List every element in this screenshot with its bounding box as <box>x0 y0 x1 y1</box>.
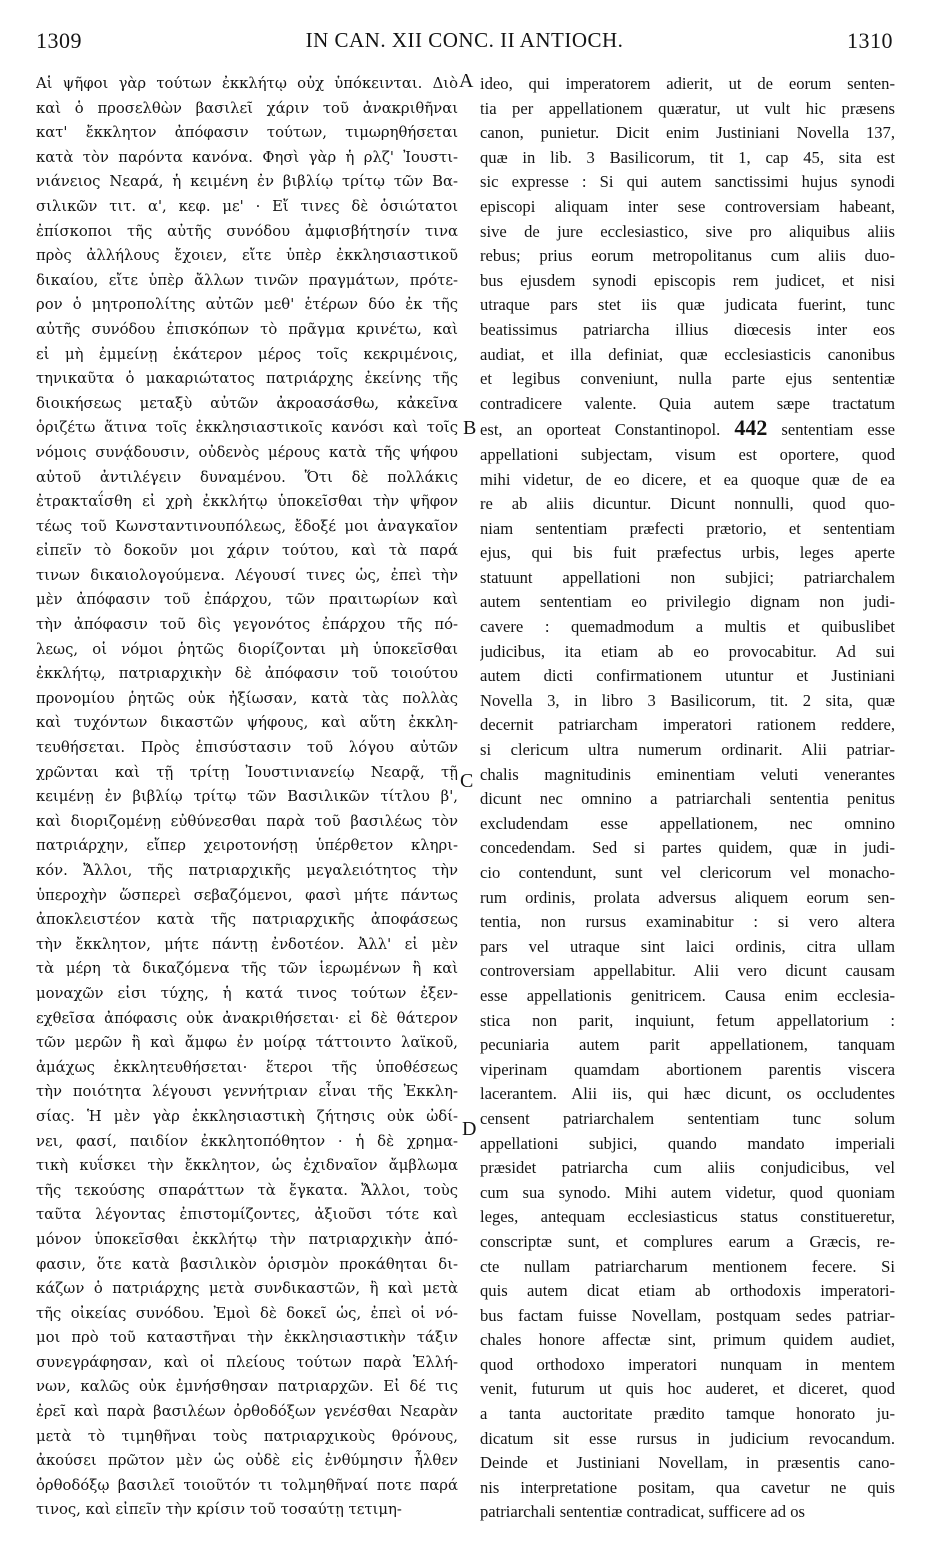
text-line: νιάνειος Νεαρά, ἡ κειμένη ἐν βιβλίῳ τρίτῳ τῶν Βα- <box>36 173 458 191</box>
text-line: εχθεῖσα ἀπόφασις οὐκ ἀνακριθήσεται· εἰ δὲ θάτερον <box>36 1009 458 1027</box>
text-line: cte nullam patriarcharum mentionem fecere. Si <box>480 1256 895 1276</box>
text-line: ἀμάχως ἐκκλητευθήσεται· ἕτεροι τῆς ὑποθέσεως <box>36 1058 458 1076</box>
text-line: audiat, et illa definiat, quæ ecclesiasticis canonibus <box>480 344 895 364</box>
text-line: χρῶνται καὶ τῇ τρίτῃ Ἰουστινιανείῳ Νεαρᾷ, τῇ <box>36 763 458 781</box>
greek-column <box>36 72 458 1523</box>
section-marker-b: B <box>463 417 477 439</box>
text-line: συνεγράφησαν, καὶ οἱ πλείους τούτων παρὰ Ἑλλή- <box>36 1353 458 1371</box>
text-line: a tanta auctoritate prædito tamque honorato ju- <box>480 1404 895 1424</box>
text-line: τινων δικαιολογούμενα. Λέγουσί τινες ὡς, ἐπεὶ τὴν <box>36 566 458 584</box>
text-line: δικαίου, εἴτε ὑπὲρ ἄλλων τινῶν πραγμάτων, πρότε- <box>36 271 458 289</box>
text-line: dicunt nec omnino a patriarchali sententia penitus <box>480 789 895 809</box>
section-marker-c: C <box>460 770 474 792</box>
text-line: ταῦτα λέγοντας ἐπιστομίζοντες, ἀξιοῦσι τότε καὶ <box>36 1206 458 1224</box>
text-line: τῶν μερῶν ἢ καὶ ἄμφω ἐν μοίρᾳ τάττοιντο λαϊκοῦ, <box>36 1034 458 1052</box>
text-line: φασιν, ὅτε κατὰ βασιλικὸν ὁρισμὸν προκάθηται δι- <box>36 1255 458 1273</box>
text-line: αὐτῆς συνόδου ἐπισκόπων τὸ πρᾶγμα κρινέτω, καὶ <box>36 320 458 338</box>
text-line: bus ejusdem synodi episcopis rem judicet, et nisi <box>480 270 895 290</box>
text-line: chales honore affectæ sint, primum quidem audiet, <box>480 1330 895 1350</box>
text-line: venit, futurum ut quis hoc auderet, et diceret, quod <box>480 1379 895 1399</box>
text-line: μοναχῶν εἰσι τύχης, ἡ κατά τινος τούτων ἐξεν- <box>36 984 458 1002</box>
text-line: εἰπεῖν τὸ δοκοῦν μοι χάριν τούτου, καὶ τὰ παρά <box>36 542 458 560</box>
text-line: contradicere valente. Quia autem sæpe tractatum <box>480 393 895 413</box>
text-line: νόμοις συνᾴδουσιν, οὐδενὸς μέρους κατὰ τῆς ψήφου <box>36 443 458 461</box>
text-line: λεως, οἱ νόμοι ῥητῶς διορίζονται μὴ ὑποκεῖσθαι <box>36 640 458 658</box>
text-line: τὴν ἔκκλητον, μήτε πάντῃ ἐνδοτέον. Ἀλλ' εἰ μὲν <box>36 935 458 953</box>
text-line: tentia, non rursus examinabitur : si vero altera <box>480 912 895 932</box>
text-line: τευθήσεται. Πρὸς ἐπισύστασιν τοῦ λόγου αὐτῶν <box>36 739 458 757</box>
text-line: excludendam esse appellationem, nec omnino <box>480 813 895 833</box>
text-line: sive de jure ecclesiastico, sive pro aliquibus aliis <box>480 221 895 241</box>
text-line: viperinam quamdam abortionem parentis viscera <box>480 1059 895 1079</box>
section-marker-d: D <box>462 1118 477 1140</box>
text-line: νει, φασί, παιδίον ἐκκλητοπόθητον · ἡ δὲ χρημα- <box>36 1132 458 1150</box>
text-line: ἐρεῖ καὶ παρὰ βασιλέων ὀρθοδόξων γενέσθαι Νεαρὰν <box>36 1403 458 1421</box>
text-line: controversiam appellabitur. Alii vero dicunt causam <box>480 961 895 981</box>
text-line: τῆς τεκούσης σπαράττων τὰ ἔγκατα. Ἄλλοι, τοὺς <box>36 1181 458 1199</box>
text-line: ejus, qui bis fuit præfectus urbis, leges aperte <box>480 543 895 563</box>
text-line: episcopi aliquam inter sese controversiam habeant, <box>480 196 895 216</box>
text-line: εἰ μὴ ἐμμείνῃ ἑκάτερον μέρος τοῖς κεκριμένοις, <box>36 345 458 363</box>
text-line: Novella 3, in libro 3 Basilicorum, tit. 2 sita, quæ <box>480 690 895 710</box>
text-line: canon, punietur. Dicit enim Justiniani Novella 137, <box>480 123 895 143</box>
text-line: μοι πρὸ τοῦ καταστῆναι τὴν ἐκκλησιαστικὴν τάξιν <box>36 1329 458 1347</box>
text-line: statuunt appellationi non subjici; patriarchalem <box>480 567 895 587</box>
text-line: ἀποκλειστέον κατὰ τῆς πατριαρχικῆς ἀποφάσεως <box>36 911 458 929</box>
text-line: pars vel utraque sint laici ordinis, citra ullam <box>480 936 895 956</box>
text-line: concedendam. Sed si partes quidem, quæ in judi- <box>480 838 895 858</box>
text-line: ἐτρακταΐσθη εἰ χρὴ ἐκκλήτῳ ὑποκεῖσθαι τὴν ψῆφον <box>36 493 458 511</box>
text-line: μετὰ τὸ τιμηθῆναι τοὺς πατριαρχικοὺς θρόνους, <box>36 1427 458 1445</box>
text-line: σίας. Ἡ μὲν γὰρ ἐκκλησιαστικὴ ζήτησις οὐκ ὠδί- <box>36 1107 458 1125</box>
text-line: utraque pars stet iis quæ judicata fuerint, tunc <box>480 295 895 315</box>
text-line: judicibus, ita etiam ab eo provocabitur. Ad sui <box>480 641 895 661</box>
text-line: τὰ μέρη τὰ δικαζόμενα τῆς τῶν ἱερωμένων ἢ καὶ <box>36 960 458 978</box>
text-line: cavere : quemadmodum a multis et quibuslibet <box>480 617 895 637</box>
text-line: tia per appellationem quæratur, ut vult hic præsens <box>480 98 895 118</box>
text-line: stica non parit, inquiunt, fetum appellatorium : <box>480 1010 895 1030</box>
section-marker-a: A <box>459 70 474 92</box>
text-line: quod orthodoxo imperatori nunquam in mentem <box>480 1354 895 1374</box>
text-line: esse appellationis genitricem. Causa enim ecclesia- <box>480 985 895 1005</box>
text-line: sic expresse : Si qui autem sanctissimi hujus synodi <box>480 172 895 192</box>
text-line-tail: sententiam esse <box>781 420 895 440</box>
text-line: lacerantem. Alii iis, qui hæc dicunt, os occludentes <box>480 1084 895 1104</box>
text-line: τέως τοῦ Κωνσταντινουπόλεως, ἔδοξέ μοι ἀναγκαῖον <box>36 517 458 535</box>
text-line: est, an oporteat Constantinopol. 442 sententiam esse <box>480 416 895 441</box>
text-line: κόν. Ἄλλοι, τῆς πατριαρχικῆς μεγαλειότητος τὴν <box>36 862 458 879</box>
text-line: cum sua synodo. Mihi autem videtur, quod quoniam <box>480 1182 895 1202</box>
text-line: μὲν ἀπόφασιν τοῦ ἐπάρχου, τῶν πραιτωρίων καὶ <box>36 591 458 609</box>
text-line: censent patriarchalem sententiam tunc solum <box>480 1108 895 1128</box>
text-line: Αἱ ψῆφοι γὰρ τούτων ἐκκλήτῳ οὐχ ὑπόκεινται. Διὸ <box>36 75 458 92</box>
text-line: αὐτοῦ ἀντιλέγειν δυναμένου. Ὅτι δὲ πολλάκις <box>36 468 458 486</box>
text-line: patriarchali sententiæ contradicat, sufficere ad os <box>480 1502 805 1522</box>
text-line: si clericum ultra numerum ordinarit. Alii patriar- <box>480 740 895 760</box>
text-line: προνομίου ῥητῶς οὐκ ἠξίωσαν, κατὰ τὰς πολλὰς <box>36 689 458 707</box>
text-line: ἐκκλήτῳ, πατριαρχικὴν δὲ ἀπόφασιν τοῦ τοιούτου <box>36 665 458 683</box>
text-line: καὶ διοριζομένῃ εὐθύνεσθαι παρὰ τοῦ βασιλέως τὸν <box>36 812 458 830</box>
text-line: pecuniaria autem parit appellationem, tanquam <box>480 1035 895 1055</box>
text-line: ὑπεροχὴν ὥσπερεὶ σεβαζόμενοι, φασὶ μήτε πάντως <box>36 886 458 904</box>
text-line: τινος, καὶ εἰπεῖν τὴν κρίσιν τοῦ τοσαύτῃ τετιμη- <box>36 1501 402 1519</box>
text-line: ὀρθοδόξῳ βασιλεῖ τοιοῦτόν τι τολμηθῆναί ποτε παρά <box>36 1476 458 1494</box>
text-line: autem sententiam eo privilegio dignam non judi- <box>480 592 895 612</box>
text-line: conscriptæ sunt, et complures earum a Græcis, re- <box>480 1231 895 1251</box>
text-line: præsidet patriarcha cum aliis conjudicibus, vel <box>480 1158 895 1178</box>
text-line: et legibus conveniunt, nulla parte ejus sententiæ <box>480 369 895 389</box>
text-line: re ab aliis dicuntur. Dicunt nonnulli, quod quo- <box>480 494 895 514</box>
text-line: autem dicti confirmationem utuntur et Justiniani <box>480 666 895 686</box>
text-line: πατριάρχην, εἴπερ χειροτονήσῃ ὑπέρθετον κληρι- <box>36 837 458 855</box>
text-line: κατὰ τὸν παρόντα κανόνα. Φησὶ γὰρ ἡ ρλζ' Ἰουστι- <box>36 148 458 166</box>
text-line: niam sententiam præfecti prætorio, et sententiam <box>480 518 895 538</box>
text-line: μόνον ὑποκεῖσθαι ἐκκλήτῳ τὴν πατριαρχικὴν ἀπό- <box>36 1230 458 1248</box>
page-header <box>36 28 893 62</box>
edition-page-number: 442 <box>734 416 768 441</box>
text-line: beatissimus patriarcha illius diœcesis inter eos <box>480 319 895 339</box>
text-line: ἀκούσει πρῶτον μὲν ὡς οὐδὲ εἰς ἐνθύμησιν ἦλθεν <box>36 1452 458 1470</box>
text-line: quæ in lib. 3 Basilicorum, tit 1, cap 45, sita est <box>480 147 895 167</box>
text-line: quis autem dicat etiam ab orthodoxis imperatori- <box>480 1281 895 1301</box>
text-line: Deinde et Justiniani Novellam, in præsentis cano- <box>480 1453 895 1473</box>
text-line: διοικήσεως μεταξὺ αὐτῶν ἀκροασάσθω, κἀκεῖνα <box>36 394 458 412</box>
text-line: leges, antequam ecclesiasticus status constitueretur, <box>480 1207 895 1227</box>
text-line: ideo, qui imperatorem adierit, ut de eorum senten- <box>480 74 895 93</box>
text-line: appellationi subjectam, visum est oportere, quod <box>480 444 895 464</box>
text-line: κατ' ἔκκλητον ἀπόφασιν τούτων, τιμωρηθήσεται <box>36 124 458 142</box>
text-line: rebus; prius eorum metropolitanus cum aliis duo- <box>480 246 895 266</box>
page-number-left: 1309 <box>36 28 82 53</box>
text-line: τὴν ἀπόφασιν τοῦ δὶς γεγονότος ἐπάρχου τῆς πό- <box>36 616 458 634</box>
text-line: τὴν ποιότητα λέγουσι γεννήτριαν εἶναι τῆς Ἐκκλη- <box>36 1083 458 1101</box>
text-line: dicatum sit esse rursus in judicium revocandum. <box>480 1428 895 1448</box>
text-line: κειμένῃ ἐν βιβλίῳ τρίτῳ τῶν Βασιλικῶν τίτλου β', <box>36 788 458 806</box>
text-line: νων, καλῶς οὐκ ἐμνήσθησαν πατριαρχῶν. Εἰ δέ τις <box>36 1378 458 1396</box>
text-line: bus factam fuisse Novellam, postquam sedes patriar- <box>480 1305 895 1325</box>
text-line: ρον ὁ μητροπολίτης αὐτῶν μεθ' ἑτέρων δύο ἐκ τῆς <box>36 296 458 314</box>
running-title: IN CAN. XII CONC. II ANTIOCH. <box>305 28 624 52</box>
text-line: appellationi subjici, quando mandato imperiali <box>480 1133 895 1153</box>
text-line: τηνικαῦτα ὁ μακαριώτατος πατριάρχης ἐκείνης τῆς <box>36 370 458 388</box>
text-line: chalis magnitudinis eminentiam veluti venerantes <box>480 764 895 784</box>
text-line: decernit patriarcham imperatori rationem reddere, <box>480 715 895 735</box>
text-line: nis interpretatione positam, qua cavetur ne quis <box>480 1477 895 1497</box>
text-line: καὶ ὁ προσελθὼν βασιλεῖ χάριν τοῦ ἀνακριθῆναι <box>36 99 458 117</box>
text-line: σιλικῶν τιτ. α', κεφ. με' · Εἴ τινες δὲ ὁσιώτατοι <box>36 197 458 215</box>
text-line: ὁριζέτω ἅτινα τοῖς ἐκκλησιαστικοῖς κανόσι καὶ τοῖς <box>36 419 458 437</box>
text-line: rum ordinis, prolata adversus aliquem eorum sen- <box>480 887 895 907</box>
page-number-right: 1310 <box>847 28 893 53</box>
text-line: ἐπίσκοποι τῆς αὐτῆς συνόδου ἀμφισβήτησίν τινα <box>36 222 458 240</box>
latin-column <box>480 72 895 1525</box>
text-line: mihi videtur, de eo dicere, et ea quoque quæ de ea <box>480 469 895 489</box>
text-line: τικὴ κυΐσκει τὴν ἔκκλητον, ὡς ἐχιδναῖον ἄμβλωμα <box>36 1157 458 1175</box>
text-line: cio contendunt, sunt vel clericorum vel monacho- <box>480 863 895 882</box>
text-line: καὶ τυχόντων δικαστῶν ψήφους, καὶ αὕτη ἐκκλη- <box>36 714 458 732</box>
text-line: κάζων ὁ πατριάρχης μετὰ συνδικαστῶν, ἢ καὶ μετὰ <box>36 1280 458 1298</box>
text-line: πρὸς ἀλλήλους ἔχοιεν, εἴτε ὑπὲρ ἐκκλησιαστικοῦ <box>36 247 458 265</box>
text-line: τῆς οἰκείας συνόδου. Ἐμοὶ δὲ δοκεῖ ὡς, ἐπεὶ οἱ νό- <box>36 1304 458 1322</box>
